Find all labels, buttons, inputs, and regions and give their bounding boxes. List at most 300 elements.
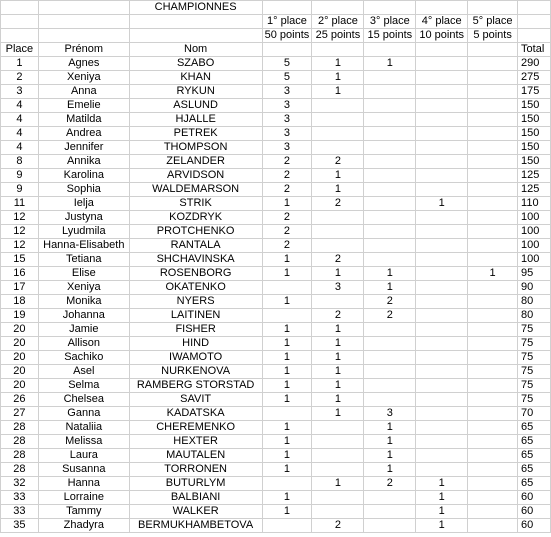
place-cell[interactable]: 17 (1, 281, 39, 295)
last-name-header[interactable]: Nom (129, 43, 262, 57)
place-1-count[interactable]: 2 (262, 155, 312, 169)
last-name-cell[interactable]: ZELANDER (129, 155, 262, 169)
place-1-count[interactable]: 2 (262, 169, 312, 183)
place-5-count[interactable] (468, 295, 518, 309)
first-name-cell[interactable]: Tammy (38, 505, 129, 519)
place-3-count[interactable] (364, 71, 416, 85)
total-cell[interactable]: 65 (518, 421, 551, 435)
place-1-count[interactable]: 5 (262, 57, 312, 71)
first-name-cell[interactable]: Melissa (38, 435, 129, 449)
place-cell[interactable]: 4 (1, 113, 39, 127)
last-name-cell[interactable]: PROTCHENKO (129, 225, 262, 239)
place-4-count[interactable] (416, 421, 468, 435)
place-1-points[interactable]: 50 points (262, 29, 312, 43)
last-name-cell[interactable]: NURKENOVA (129, 365, 262, 379)
place-2-count[interactable] (312, 449, 364, 463)
last-name-cell[interactable]: HEXTER (129, 435, 262, 449)
place-4-count[interactable] (416, 393, 468, 407)
first-name-cell[interactable]: Emelie (38, 99, 129, 113)
place-2-count[interactable]: 1 (312, 337, 364, 351)
place-3-count[interactable] (364, 505, 416, 519)
place-3-count[interactable] (364, 85, 416, 99)
first-name-cell[interactable]: Andrea (38, 127, 129, 141)
place-5-count[interactable] (468, 225, 518, 239)
first-name-cell[interactable]: Sophia (38, 183, 129, 197)
place-cell[interactable]: 28 (1, 463, 39, 477)
place-5-count[interactable] (468, 239, 518, 253)
place-3-count[interactable] (364, 155, 416, 169)
place-4-count[interactable]: 1 (416, 477, 468, 491)
place-4-count[interactable] (416, 449, 468, 463)
total-cell[interactable]: 275 (518, 71, 551, 85)
first-name-cell[interactable]: Matilda (38, 113, 129, 127)
place-3-count[interactable] (364, 141, 416, 155)
place-4-count[interactable] (416, 71, 468, 85)
place-3-count[interactable] (364, 351, 416, 365)
place-2-count[interactable]: 1 (312, 169, 364, 183)
place-1-count[interactable]: 5 (262, 71, 312, 85)
place-4-count[interactable]: 1 (416, 197, 468, 211)
place-4-count[interactable] (416, 183, 468, 197)
place-3-count[interactable] (364, 379, 416, 393)
place-1-count[interactable]: 1 (262, 379, 312, 393)
place-cell[interactable]: 20 (1, 337, 39, 351)
place-5-count[interactable] (468, 379, 518, 393)
place-2-count[interactable]: 1 (312, 267, 364, 281)
place-3-count[interactable]: 1 (364, 435, 416, 449)
place-4-count[interactable] (416, 407, 468, 421)
total-cell[interactable]: 60 (518, 491, 551, 505)
place-1-count[interactable]: 1 (262, 435, 312, 449)
place-4-count[interactable] (416, 99, 468, 113)
place-2-count[interactable]: 1 (312, 323, 364, 337)
first-name-cell[interactable]: Allison (38, 337, 129, 351)
total-cell[interactable]: 100 (518, 239, 551, 253)
last-name-cell[interactable]: RYKUN (129, 85, 262, 99)
place-1-count[interactable]: 2 (262, 183, 312, 197)
place-1-count[interactable]: 1 (262, 463, 312, 477)
place-3-count[interactable]: 1 (364, 281, 416, 295)
place-1-count[interactable]: 1 (262, 267, 312, 281)
place-5-points[interactable]: 5 points (468, 29, 518, 43)
first-name-cell[interactable]: Nataliia (38, 421, 129, 435)
place-3-count[interactable] (364, 127, 416, 141)
place-2-count[interactable]: 2 (312, 309, 364, 323)
last-name-cell[interactable]: BUTURLYM (129, 477, 262, 491)
place-2-count[interactable] (312, 225, 364, 239)
place-3-count[interactable] (364, 323, 416, 337)
first-name-cell[interactable]: Karolina (38, 169, 129, 183)
place-4-count[interactable] (416, 351, 468, 365)
place-cell[interactable]: 12 (1, 225, 39, 239)
place-5-count[interactable]: 1 (468, 267, 518, 281)
place-5-count[interactable] (468, 463, 518, 477)
place-2-count[interactable] (312, 113, 364, 127)
place-header[interactable]: Place (1, 43, 39, 57)
place-3-count[interactable] (364, 169, 416, 183)
place-3-count[interactable] (364, 337, 416, 351)
first-name-cell[interactable]: Jamie (38, 323, 129, 337)
place-1-count[interactable] (262, 281, 312, 295)
place-1-count[interactable]: 1 (262, 421, 312, 435)
place-1-count[interactable]: 2 (262, 211, 312, 225)
total-header[interactable]: Total (518, 43, 551, 57)
first-name-cell[interactable]: Agnes (38, 57, 129, 71)
place-5-count[interactable] (468, 183, 518, 197)
last-name-cell[interactable]: SAVIT (129, 393, 262, 407)
place-2-count[interactable]: 1 (312, 365, 364, 379)
total-cell[interactable]: 150 (518, 113, 551, 127)
place-cell[interactable]: 26 (1, 393, 39, 407)
place-1-count[interactable]: 1 (262, 337, 312, 351)
place-5-count[interactable] (468, 519, 518, 533)
place-4-count[interactable] (416, 155, 468, 169)
last-name-cell[interactable]: STRIK (129, 197, 262, 211)
place-3-count[interactable] (364, 253, 416, 267)
place-1-count[interactable]: 3 (262, 127, 312, 141)
place-2-count[interactable]: 2 (312, 197, 364, 211)
place-5-count[interactable] (468, 85, 518, 99)
place-3-count[interactable] (364, 99, 416, 113)
place-cell[interactable]: 4 (1, 141, 39, 155)
place-4-count[interactable]: 1 (416, 505, 468, 519)
place-2-count[interactable] (312, 211, 364, 225)
first-name-cell[interactable]: Johanna (38, 309, 129, 323)
place-5-count[interactable] (468, 57, 518, 71)
place-3-count[interactable] (364, 519, 416, 533)
place-cell[interactable]: 12 (1, 211, 39, 225)
place-2-count[interactable]: 1 (312, 477, 364, 491)
place-cell[interactable]: 33 (1, 491, 39, 505)
place-2-count[interactable]: 3 (312, 281, 364, 295)
cell[interactable] (518, 15, 551, 29)
last-name-cell[interactable]: TORRONEN (129, 463, 262, 477)
first-name-cell[interactable]: Ganna (38, 407, 129, 421)
place-3-count[interactable]: 2 (364, 309, 416, 323)
place-4-count[interactable] (416, 239, 468, 253)
place-3-count[interactable] (364, 211, 416, 225)
total-cell[interactable]: 150 (518, 155, 551, 169)
place-cell[interactable]: 32 (1, 477, 39, 491)
place-4-count[interactable]: 1 (416, 519, 468, 533)
total-cell[interactable]: 65 (518, 477, 551, 491)
place-2-count[interactable]: 1 (312, 57, 364, 71)
place-3-count[interactable]: 1 (364, 463, 416, 477)
place-1-count[interactable] (262, 477, 312, 491)
first-name-cell[interactable]: Anna (38, 85, 129, 99)
first-name-cell[interactable]: Lorraine (38, 491, 129, 505)
cell[interactable] (1, 15, 39, 29)
place-1-count[interactable]: 1 (262, 197, 312, 211)
place-4-count[interactable] (416, 463, 468, 477)
last-name-cell[interactable]: BALBIANI (129, 491, 262, 505)
place-5-count[interactable] (468, 505, 518, 519)
place-5-label[interactable]: 5° place (468, 15, 518, 29)
place-1-count[interactable]: 1 (262, 351, 312, 365)
place-5-count[interactable] (468, 281, 518, 295)
place-2-count[interactable]: 2 (312, 519, 364, 533)
place-5-count[interactable] (468, 169, 518, 183)
place-4-count[interactable] (416, 169, 468, 183)
last-name-cell[interactable]: IWAMOTO (129, 351, 262, 365)
place-cell[interactable]: 33 (1, 505, 39, 519)
place-5-count[interactable] (468, 393, 518, 407)
place-cell[interactable]: 12 (1, 239, 39, 253)
place-1-count[interactable] (262, 519, 312, 533)
cell[interactable] (518, 29, 551, 43)
last-name-cell[interactable]: MAUTALEN (129, 449, 262, 463)
place-cell[interactable]: 1 (1, 57, 39, 71)
place-3-count[interactable] (364, 183, 416, 197)
first-name-cell[interactable]: Chelsea (38, 393, 129, 407)
last-name-cell[interactable]: SZABO (129, 57, 262, 71)
place-1-count[interactable]: 1 (262, 253, 312, 267)
cell[interactable] (468, 1, 518, 15)
place-4-count[interactable] (416, 253, 468, 267)
place-2-label[interactable]: 2° place (312, 15, 364, 29)
place-1-count[interactable]: 1 (262, 365, 312, 379)
place-4-count[interactable] (416, 225, 468, 239)
place-3-count[interactable] (364, 113, 416, 127)
place-3-count[interactable]: 2 (364, 295, 416, 309)
total-cell[interactable]: 75 (518, 323, 551, 337)
place-cell[interactable]: 20 (1, 351, 39, 365)
place-3-count[interactable]: 1 (364, 267, 416, 281)
place-5-count[interactable] (468, 127, 518, 141)
place-2-count[interactable]: 2 (312, 155, 364, 169)
total-cell[interactable]: 100 (518, 211, 551, 225)
place-4-label[interactable]: 4° place (416, 15, 468, 29)
place-5-count[interactable] (468, 323, 518, 337)
place-1-count[interactable] (262, 309, 312, 323)
place-1-count[interactable]: 3 (262, 99, 312, 113)
place-2-count[interactable] (312, 295, 364, 309)
place-1-count[interactable]: 3 (262, 141, 312, 155)
place-4-count[interactable] (416, 141, 468, 155)
total-cell[interactable]: 125 (518, 183, 551, 197)
place-cell[interactable]: 2 (1, 71, 39, 85)
last-name-cell[interactable]: THOMPSON (129, 141, 262, 155)
first-name-cell[interactable]: Zhadyra (38, 519, 129, 533)
cell[interactable] (312, 1, 364, 15)
place-cell[interactable]: 20 (1, 323, 39, 337)
place-2-count[interactable] (312, 127, 364, 141)
total-cell[interactable]: 60 (518, 519, 551, 533)
cell[interactable] (38, 15, 129, 29)
place-cell[interactable]: 27 (1, 407, 39, 421)
place-4-count[interactable] (416, 211, 468, 225)
place-1-count[interactable]: 1 (262, 323, 312, 337)
place-5-count[interactable] (468, 309, 518, 323)
cell[interactable] (262, 1, 312, 15)
total-cell[interactable]: 75 (518, 337, 551, 351)
place-5-count[interactable] (468, 435, 518, 449)
last-name-cell[interactable]: RAMBERG STORSTAD (129, 379, 262, 393)
place-2-count[interactable]: 1 (312, 393, 364, 407)
total-cell[interactable]: 290 (518, 57, 551, 71)
place-1-count[interactable]: 3 (262, 113, 312, 127)
place-2-count[interactable] (312, 505, 364, 519)
total-cell[interactable]: 175 (518, 85, 551, 99)
cell[interactable] (38, 1, 129, 15)
total-cell[interactable]: 95 (518, 267, 551, 281)
first-name-cell[interactable]: Xeniya (38, 71, 129, 85)
total-cell[interactable]: 150 (518, 99, 551, 113)
cell[interactable] (468, 43, 518, 57)
total-cell[interactable]: 75 (518, 365, 551, 379)
first-name-cell[interactable]: Monika (38, 295, 129, 309)
place-4-count[interactable] (416, 85, 468, 99)
place-5-count[interactable] (468, 491, 518, 505)
first-name-cell[interactable]: Lyudmila (38, 225, 129, 239)
place-cell[interactable]: 28 (1, 435, 39, 449)
last-name-cell[interactable]: ROSENBORG (129, 267, 262, 281)
place-5-count[interactable] (468, 71, 518, 85)
total-cell[interactable]: 90 (518, 281, 551, 295)
place-3-count[interactable]: 1 (364, 449, 416, 463)
first-name-cell[interactable]: Hanna-Elisabeth (38, 239, 129, 253)
place-2-count[interactable] (312, 141, 364, 155)
place-4-count[interactable] (416, 57, 468, 71)
last-name-cell[interactable]: KHAN (129, 71, 262, 85)
total-cell[interactable]: 125 (518, 169, 551, 183)
place-5-count[interactable] (468, 407, 518, 421)
place-4-points[interactable]: 10 points (416, 29, 468, 43)
place-4-count[interactable] (416, 379, 468, 393)
place-cell[interactable]: 9 (1, 169, 39, 183)
cell[interactable] (262, 43, 312, 57)
cell[interactable] (312, 43, 364, 57)
cell[interactable] (364, 1, 416, 15)
place-3-count[interactable]: 1 (364, 421, 416, 435)
first-name-cell[interactable]: Asel (38, 365, 129, 379)
first-name-cell[interactable]: Elise (38, 267, 129, 281)
place-3-points[interactable]: 15 points (364, 29, 416, 43)
place-5-count[interactable] (468, 337, 518, 351)
place-5-count[interactable] (468, 113, 518, 127)
place-1-count[interactable]: 1 (262, 393, 312, 407)
total-cell[interactable]: 75 (518, 351, 551, 365)
place-cell[interactable]: 20 (1, 379, 39, 393)
total-cell[interactable]: 70 (518, 407, 551, 421)
place-4-count[interactable] (416, 435, 468, 449)
cell[interactable] (38, 29, 129, 43)
cell[interactable] (416, 43, 468, 57)
place-2-count[interactable]: 1 (312, 183, 364, 197)
last-name-cell[interactable]: LAITINEN (129, 309, 262, 323)
last-name-cell[interactable]: SHCHAVINSKA (129, 253, 262, 267)
total-cell[interactable]: 80 (518, 309, 551, 323)
place-3-count[interactable] (364, 225, 416, 239)
last-name-cell[interactable]: KADATSKA (129, 407, 262, 421)
place-2-count[interactable] (312, 435, 364, 449)
place-1-count[interactable]: 1 (262, 295, 312, 309)
last-name-cell[interactable]: PETREK (129, 127, 262, 141)
sheet-title[interactable]: CHAMPIONNES (129, 1, 262, 15)
place-3-count[interactable] (364, 239, 416, 253)
place-5-count[interactable] (468, 211, 518, 225)
place-1-count[interactable]: 3 (262, 85, 312, 99)
place-1-count[interactable] (262, 407, 312, 421)
place-cell[interactable]: 8 (1, 155, 39, 169)
last-name-cell[interactable]: CHEREMENKO (129, 421, 262, 435)
place-5-count[interactable] (468, 99, 518, 113)
place-2-count[interactable] (312, 421, 364, 435)
place-2-count[interactable] (312, 239, 364, 253)
total-cell[interactable]: 65 (518, 449, 551, 463)
place-5-count[interactable] (468, 197, 518, 211)
cell[interactable] (129, 29, 262, 43)
place-1-label[interactable]: 1° place (262, 15, 312, 29)
last-name-cell[interactable]: FISHER (129, 323, 262, 337)
place-4-count[interactable] (416, 323, 468, 337)
cell[interactable] (364, 43, 416, 57)
total-cell[interactable]: 80 (518, 295, 551, 309)
place-cell[interactable]: 3 (1, 85, 39, 99)
last-name-cell[interactable]: HIND (129, 337, 262, 351)
place-5-count[interactable] (468, 253, 518, 267)
first-name-cell[interactable]: Justyna (38, 211, 129, 225)
place-2-count[interactable]: 1 (312, 407, 364, 421)
place-3-count[interactable] (364, 197, 416, 211)
place-2-count[interactable]: 2 (312, 253, 364, 267)
place-5-count[interactable] (468, 421, 518, 435)
first-name-cell[interactable]: Selma (38, 379, 129, 393)
place-4-count[interactable] (416, 295, 468, 309)
place-2-count[interactable]: 1 (312, 379, 364, 393)
last-name-cell[interactable]: NYERS (129, 295, 262, 309)
first-name-cell[interactable]: Susanna (38, 463, 129, 477)
place-3-count[interactable]: 2 (364, 477, 416, 491)
place-4-count[interactable] (416, 113, 468, 127)
total-cell[interactable]: 75 (518, 379, 551, 393)
place-cell[interactable]: 19 (1, 309, 39, 323)
place-1-count[interactable]: 1 (262, 491, 312, 505)
place-3-count[interactable] (364, 365, 416, 379)
place-5-count[interactable] (468, 477, 518, 491)
place-cell[interactable]: 4 (1, 127, 39, 141)
last-name-cell[interactable]: ARVIDSON (129, 169, 262, 183)
last-name-cell[interactable]: WALDEMARSON (129, 183, 262, 197)
place-cell[interactable]: 9 (1, 183, 39, 197)
total-cell[interactable]: 100 (518, 253, 551, 267)
place-1-count[interactable]: 1 (262, 449, 312, 463)
last-name-cell[interactable]: WALKER (129, 505, 262, 519)
total-cell[interactable]: 65 (518, 463, 551, 477)
cell[interactable] (1, 29, 39, 43)
cell[interactable] (129, 15, 262, 29)
place-4-count[interactable] (416, 127, 468, 141)
place-4-count[interactable] (416, 365, 468, 379)
place-cell[interactable]: 18 (1, 295, 39, 309)
last-name-cell[interactable]: OKATENKO (129, 281, 262, 295)
place-cell[interactable]: 11 (1, 197, 39, 211)
place-cell[interactable]: 28 (1, 421, 39, 435)
place-3-label[interactable]: 3° place (364, 15, 416, 29)
place-1-count[interactable]: 2 (262, 239, 312, 253)
place-3-count[interactable] (364, 393, 416, 407)
cell[interactable] (518, 1, 551, 15)
last-name-cell[interactable]: RANTALA (129, 239, 262, 253)
place-cell[interactable]: 15 (1, 253, 39, 267)
total-cell[interactable]: 65 (518, 435, 551, 449)
place-1-count[interactable]: 1 (262, 505, 312, 519)
first-name-cell[interactable]: Laura (38, 449, 129, 463)
total-cell[interactable]: 60 (518, 505, 551, 519)
place-4-count[interactable] (416, 267, 468, 281)
total-cell[interactable]: 110 (518, 197, 551, 211)
first-name-cell[interactable]: Hanna (38, 477, 129, 491)
